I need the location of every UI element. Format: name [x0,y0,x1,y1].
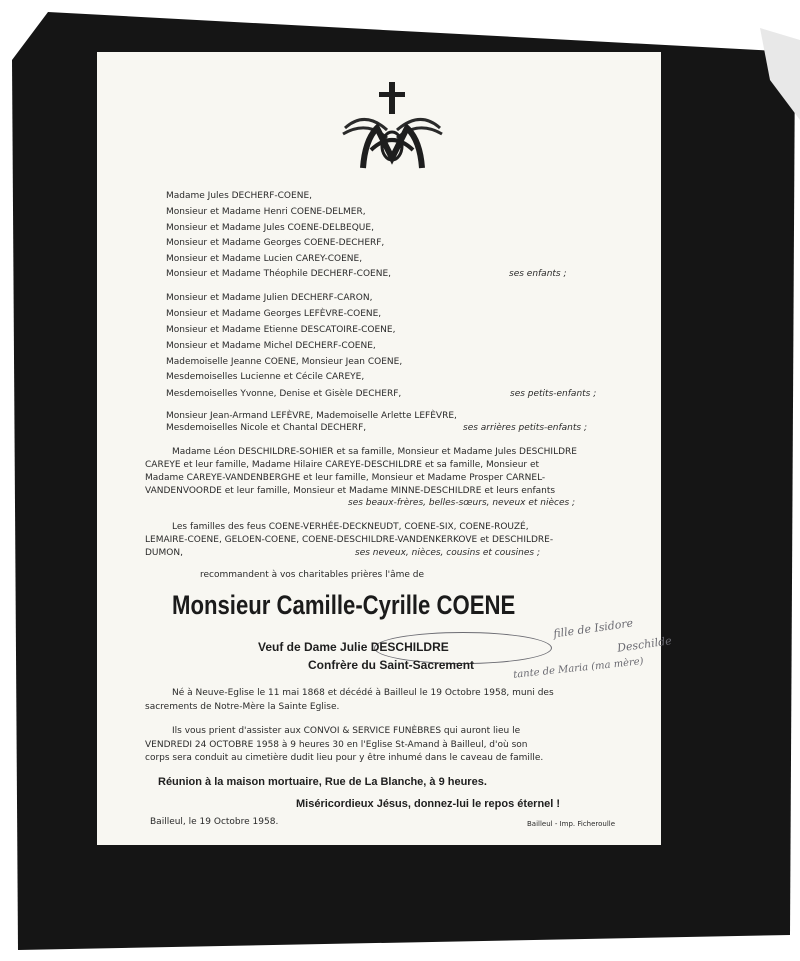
family-line: Monsieur Jean-Armand LEFÈVRE, Mademoiselle Arlette LEFÈVRE, [166,411,457,421]
paragraph-line: sacrements de Notre-Mère la Sainte Eglise. [145,702,340,712]
handwritten-note-line: Deschilde [616,634,673,655]
place-date: Bailleul, le 19 Octobre 1958. [150,817,279,827]
cross-monogram-emblem-icon [335,80,450,175]
family-line: Monsieur et Madame Théophile DECHERF-COENE, [166,269,391,279]
reunion-line: Réunion à la maison mortuaire, Rue de La Blanche, à 9 heures. [158,776,487,788]
family-line: Mesdemoiselles Nicole et Chantal DECHERF, [166,423,367,433]
paragraph-line: VENDREDI 24 OCTOBRE 1958 à 9 heures 30 en l'Eglise St-Amand à Bailleul, d'où son [145,740,528,750]
paragraph-line: Né à Neuve-Eglise le 11 mai 1868 et décédé à Bailleul le 19 Octobre 1958, muni des [172,688,554,698]
paragraph-line: LEMAIRE-COENE, GELOEN-COENE, COENE-DESCHILDRE-VANDENKERKOVE et DESCHILDRE- [145,535,554,545]
children-label: ses enfants ; [509,269,567,279]
family-line: Monsieur et Madame Julien DECHERF-CARON, [166,293,373,303]
deceased-name: Monsieur Camille-Cyrille COENE [172,590,516,620]
paragraph-line: VANDENVOORDE et leur famille, Monsieur et Madame MINNE-DESCHILDRE et leurs enfants [145,486,556,496]
great-grandchildren-label: ses arrières petits-enfants ; [463,423,588,433]
family-line: Madame Jules DECHERF-COENE, [166,191,312,201]
family-line: Monsieur et Madame Georges LEFÈVRE-COENE, [166,309,382,319]
family-line: Mademoiselle Jeanne COENE, Monsieur Jean COENE, [166,357,403,367]
widower-first-name: Julie [340,640,368,654]
family-line: Monsieur et Madame Etienne DESCATOIRE-COENE, [166,325,396,335]
printer-credit: Bailleul - Imp. Ficheroulle [527,820,616,828]
family-line: Monsieur et Madame Georges COENE-DECHERF, [166,238,385,248]
widower-prefix: Veuf de Dame [258,640,337,654]
family-line: Monsieur et Madame Lucien CAREY-COENE, [166,254,363,264]
recommend-line: recommandent à vos charitables prières l'âme de [200,570,425,580]
family-line: Mesdemoiselles Lucienne et Cécile CAREYE, [166,372,365,382]
grandchildren-label: ses petits-enfants ; [510,389,597,399]
confrere-line: Confrère du Saint-Sacrement [308,658,475,672]
handwritten-note-line: fille de Isidore [552,616,634,641]
widower-line [258,640,449,655]
family-line: Monsieur et Madame Michel DECHERF-COENE, [166,341,376,351]
paragraph-line: Ils vous prient d'assister aux CONVOI & SERVICE FUNÈBRES qui auront lieu le [172,726,521,736]
family-line: Monsieur et Madame Jules COENE-DELBEQUE, [166,223,374,233]
paragraph-line: Les familles des feus COENE-VERHÉE-DECKNEUDT, COENE-SIX, COENE-ROUZÉ, [172,522,529,532]
paragraph-line: CAREYE et leur famille, Madame Hilaire CAREYE-DESCHILDRE et sa famille, Monsieur et [145,460,540,470]
family-line: Monsieur et Madame Henri COENE-DELMER, [166,207,366,217]
paragraph-line: Madame CAREYE-VANDENBERGHE et leur famille, Monsieur et Madame Prosper CARNEL- [145,473,546,483]
prayer-line: Miséricordieux Jésus, donnez-lui le repos éternel ! [296,798,561,810]
handwritten-note-line: tante de Maria (ma mère) [512,656,645,681]
inlaws-label: ses beaux-frères, belles-sœurs, neveux et nièces ; [348,498,576,508]
late-families-label: ses neveux, nièces, cousins et cousines ; [355,548,540,558]
paragraph-line: DUMON, [145,548,183,558]
widower-last-name: DESCHILDRE [370,640,449,654]
paragraph-line: Madame Léon DESCHILDRE-SOHIER et sa famille, Monsieur et Madame Jules DESCHILDRE [172,447,577,457]
family-line: Mesdemoiselles Yvonne, Denise et Gisèle DECHERF, [166,389,402,399]
paragraph-line: corps sera conduit au cimetière dudit lieu pour y être inhumé dans le caveau de famille. [145,753,544,763]
